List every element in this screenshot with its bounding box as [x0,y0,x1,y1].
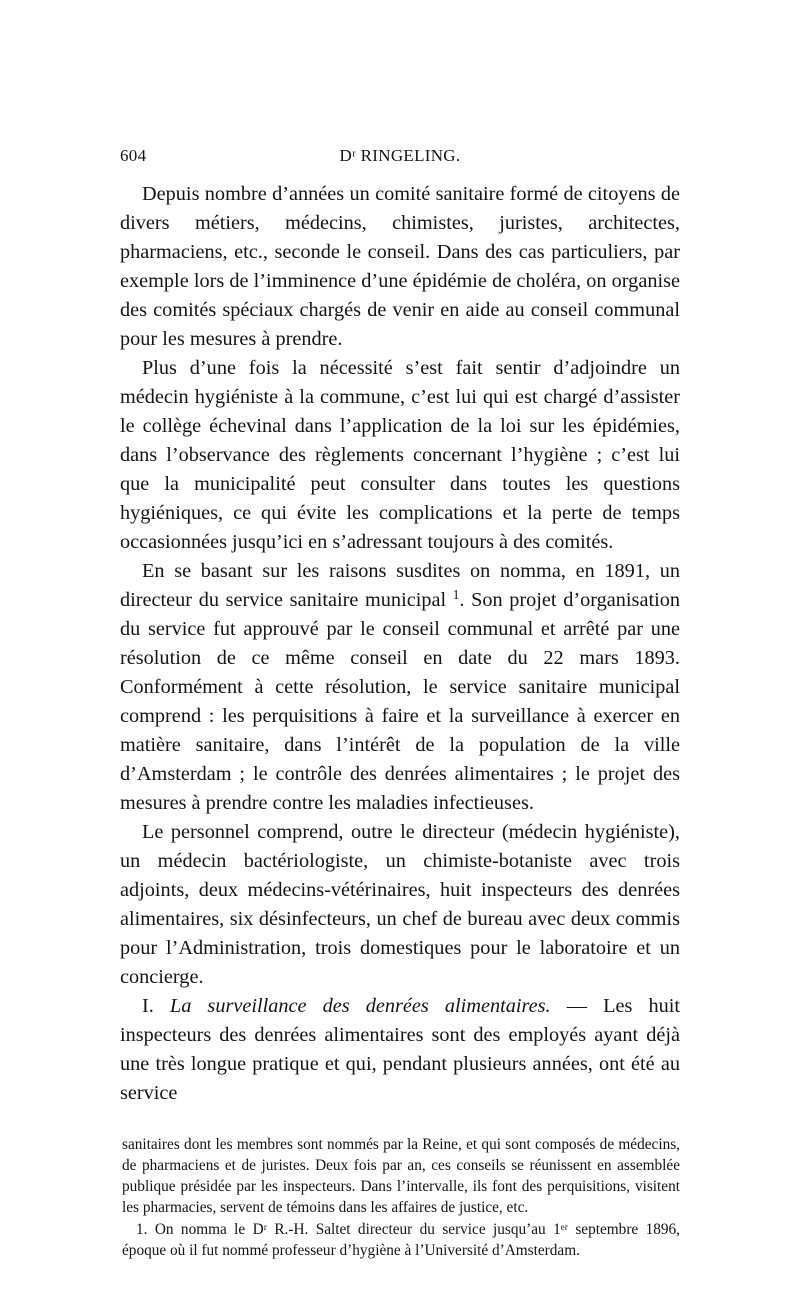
footnote-ref-1: 1 [452,586,460,602]
page-header [120,146,680,172]
section-text: — Les huit inspecteurs des denrées alimentaires sont des employés ayant déjà une très longue pratique et qui, pendant plusieurs années, ont été au service [120,995,680,1104]
paragraph-2: Plus d’une fois la nécessité s’est fait sentir d’adjoindre un médecin hygiéniste à la commune, c’est lui qui est chargé d’assister le collège échevinal dans l’application de la loi sur les épidémies, dans l’observance des règlements concernant l’hygiène ; c’est lui que la municipalité peut consulter dans toutes les questions hygiéniques, ce qui évite les complications et la perte de temps occasionnées jusqu’ici en s’adressant toujours à des comités. [120,357,680,553]
footnote-continuation: sanitaires dont les membres sont nommés par la Reine, et qui sont composés de médecins, de pharmaciens et de juristes. Deux fois par an, ces conseils se réunissent en assemblée publique présidée par les inspecteurs. Dans l’intervalle, ils font des perquisitions, visitent les pharmacies, servent de témoins dans les affaires de justice, etc. [122,1136,680,1216]
footnote-1: 1. On nomma le Dʳ R.-H. Saltet directeur du service jusqu’au 1ᵉʳ septembre 1896, époque où il fut nommé professeur d’hygiène à l’Université d’Amsterdam. [122,1221,680,1259]
paragraph-4: Le personnel comprend, outre le directeur (médecin hygiéniste), un médecin bactériologiste, un chimiste-botaniste avec trois adjoints, deux médecins-vétérinaires, huit inspecteurs des denrées alimentaires, six désinfecteurs, un chef de bureau avec deux commis pour l’Administration, trois domestiques pour le laboratoire et un concierge. [120,821,680,988]
paragraph-1: Depuis nombre d’années un comité sanitaire formé de citoyens de divers métiers, médecins, chimistes, juristes, architectes, pharmaciens, etc., seconde le conseil. Dans des cas particuliers, par exemple lors de l’imminence d’une épidémie de choléra, on organise des comités spéciaux chargés de venir en aide au conseil communal pour les mesures à prendre. [120,183,680,350]
running-head: Dʳ RINGELING. [339,146,461,165]
footnotes [120,1134,680,1261]
section-paragraph [120,992,680,1108]
body-text [120,180,680,1108]
paragraph-3-text-b: . Son projet d’organisation du service fut approuvé par le conseil communal et arrêté par une résolution de ce même conseil en date du 22 mars 1893. Conformément à cette résolution, le service sanitaire municipal comprend : les perquisitions à faire et la surveillance à exercer en matière sanitaire, dans l’intérêt de la population de la ville d’Amsterdam ; le contrôle des denrées alimentaires ; le projet des mesures à prendre contre les maladies infectieuses. [120,589,680,814]
section-title: La surveillance des denrées alimentaires. [169,995,551,1017]
document-page [120,146,680,1261]
page-number: 604 [120,146,147,165]
paragraph-3-text-a: En se basant sur les raisons susdites on nomma, en 1891, un directeur du service sanitaire municipal [120,560,680,611]
section-number: I. [142,995,154,1017]
paragraph-3 [120,557,680,818]
